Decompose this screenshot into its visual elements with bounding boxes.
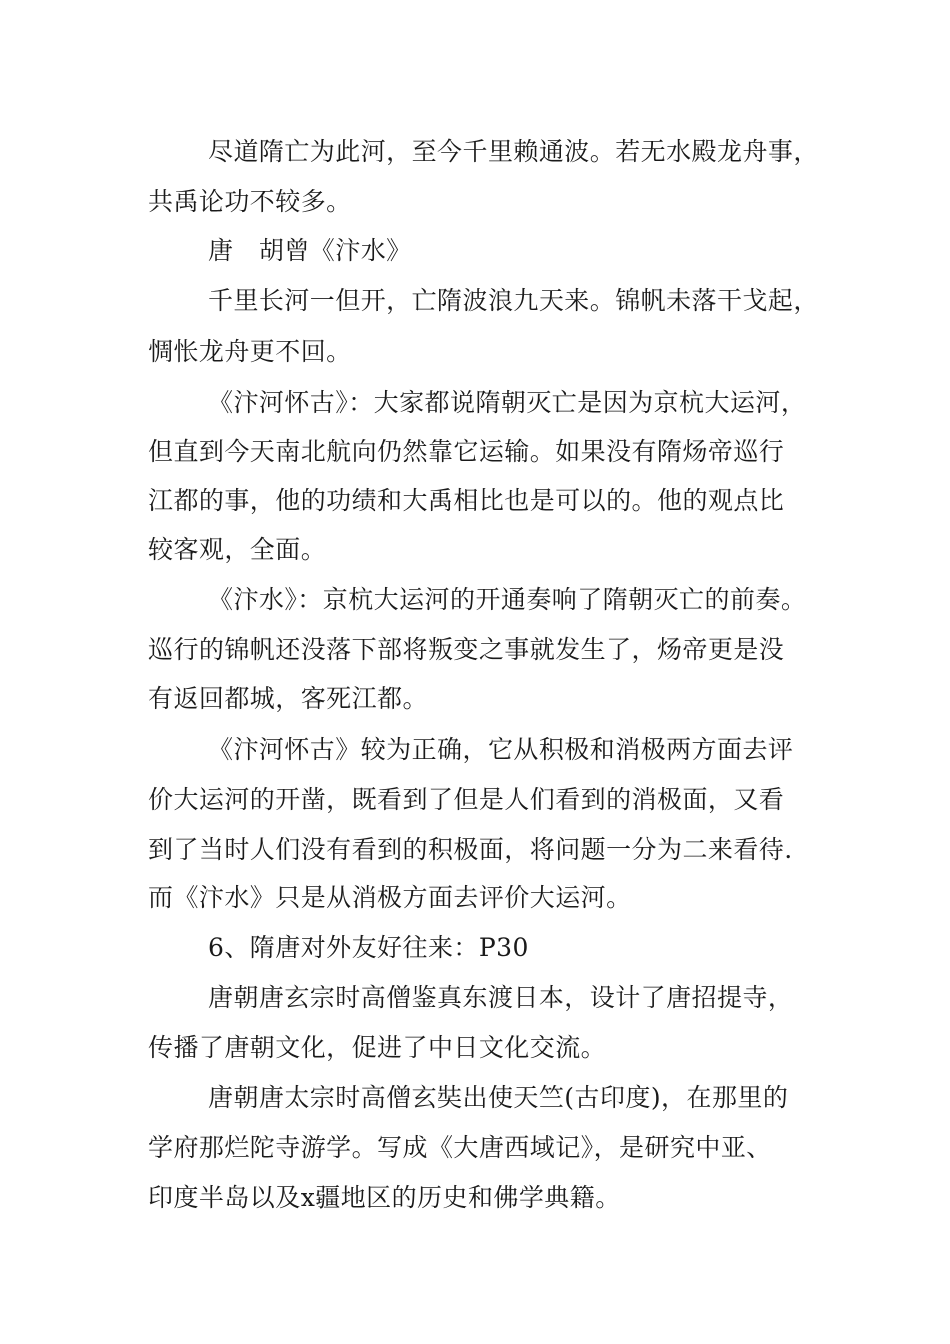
text-line: 而《汴水》只是从消极方面去评价大运河。 [148, 883, 632, 912]
text-line: 江都的事，他的功绩和大禹相比也是可以的。他的观点比 [148, 486, 785, 515]
text-line: 千里长河一但开，亡隋波浪九天来。锦帆未落干戈起， [208, 286, 819, 315]
text-line: 价大运河的开凿，既看到了但是人们看到的消极面，又看 [148, 785, 785, 814]
text-line: 学府那烂陀寺游学。写成《大唐西域记》，是研究中亚、 [148, 1133, 772, 1162]
text-line: 《汴水》：京杭大运河的开通奏响了隋朝灭亡的前奏。 [208, 585, 807, 614]
text-line: 但直到今天南北航向仍然靠它运输。如果没有隋炀帝巡行 [148, 437, 785, 466]
text-line: 惆怅龙舟更不回。 [148, 337, 352, 366]
text-line: 《汴河怀古》：大家都说隋朝灭亡是因为京杭大运河， [208, 388, 807, 417]
text-line: 共禹论功不较多。 [148, 187, 352, 216]
text-line: 巡行的锦帆还没落下部将叛变之事就发生了，炀帝更是没 [148, 635, 785, 664]
text-line: 尽道隋亡为此河，至今千里赖通波。若无水殿龙舟事， [208, 137, 819, 166]
text-line: 传播了唐朝文化，促进了中日文化交流。 [148, 1033, 607, 1062]
text-line: 唐朝唐太宗时高僧玄奘出使天竺(古印度)，在那里的 [208, 1083, 789, 1112]
heading-line: 唐 胡曾《汴水》 [208, 236, 412, 265]
text-line: 印度半岛以及x疆地区的历史和佛学典籍。 [148, 1183, 621, 1212]
text-line: 到了当时人们没有看到的积极面，将问题一分为二来看待. [148, 835, 793, 864]
text-line: 较客观，全面。 [148, 535, 327, 564]
text-line: 唐朝唐玄宗时高僧鉴真东渡日本，设计了唐招提寺， [208, 983, 794, 1012]
section-heading: 6、隋唐对外友好往来：P30 [208, 933, 529, 962]
text-line: 《汴河怀古》较为正确，它从积极和消极两方面去评 [208, 735, 794, 764]
text-line: 有返回都城，客死江都。 [148, 684, 428, 713]
